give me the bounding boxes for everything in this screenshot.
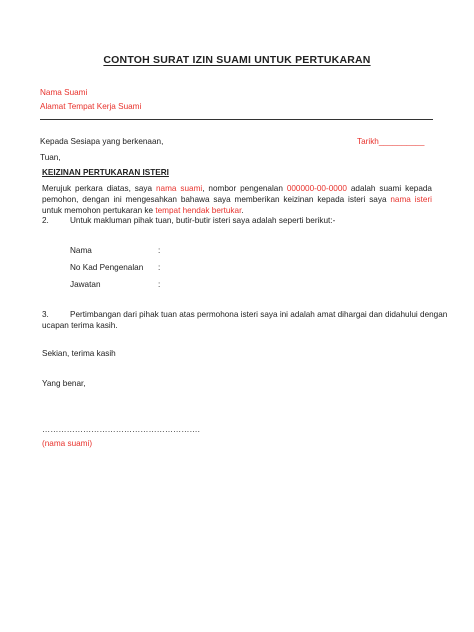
para1-text-5: .	[241, 205, 244, 215]
para1-text-2: , nombor pengenalan	[202, 184, 287, 193]
salutation: Tuan,	[40, 153, 61, 162]
header-divider	[40, 119, 433, 120]
para1-husband-name: nama suami	[155, 184, 203, 193]
para1-wife-name: nama isteri	[390, 194, 433, 204]
para2-number: 2.	[42, 216, 49, 225]
para3-number: 3.	[42, 310, 49, 319]
para1-transfer-place: tempat hendak bertukar	[155, 205, 242, 215]
field-colon-jawatan: :	[158, 280, 161, 289]
para1-text-4: untuk memohon pertukaran ke	[42, 205, 156, 215]
sign-off: Yang benar,	[42, 379, 86, 388]
sender-name: Nama Suami	[40, 88, 88, 97]
field-colon-nama: :	[158, 246, 161, 255]
date-label: Tarikh__________	[357, 137, 425, 146]
para1-ic-number: 000000-00-0000	[286, 184, 347, 193]
subject-heading: KEIZINAN PERTUKARAN ISTERI	[42, 168, 169, 177]
field-label-ic: No Kad Pengenalan	[70, 263, 144, 272]
signature-name: (nama suami)	[42, 439, 93, 448]
para3-line-1: Pertimbangan dari pihak tuan atas permohona isteri saya ini adalah amat dihargai dan didahului dengan	[70, 310, 448, 319]
field-label-jawatan: Jawatan	[70, 280, 101, 289]
field-label-nama: Nama	[70, 246, 92, 255]
field-colon-ic: :	[158, 263, 161, 272]
para1-text-1: Merujuk perkara diatas, saya	[42, 184, 156, 193]
recipient: Kepada Sesiapa yang berkenaan,	[40, 137, 164, 146]
closing: Sekian, terima kasih	[42, 349, 116, 358]
letter-title: CONTOH SURAT IZIN SUAMI UNTUK PERTUKARAN	[103, 54, 371, 66]
para1-text-3: adalah suami kepada pemohon, dengan ini mengesahkan bahawa saya memberikan keizinan kepada isteri saya	[42, 184, 432, 204]
para3-line-2: ucapan terima kasih.	[42, 321, 118, 330]
paragraph-1	[42, 184, 432, 216]
signature-line: ………………………………………………….	[42, 425, 200, 434]
para2-text: Untuk makluman pihak tuan, butir-butir isteri saya adalah seperti berikut:-	[70, 216, 336, 225]
sender-address: Alamat Tempat Kerja Suami	[40, 102, 142, 111]
